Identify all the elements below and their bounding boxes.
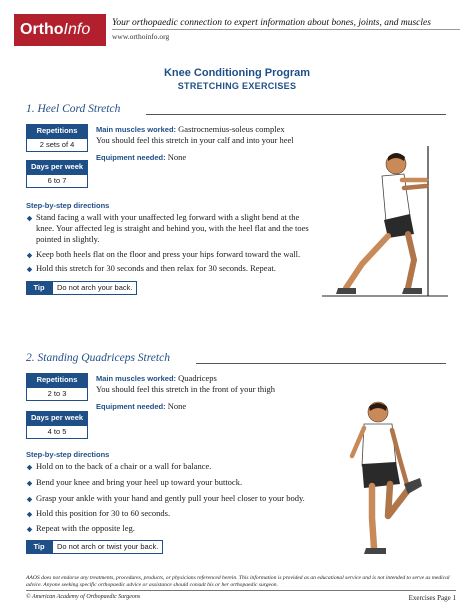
figure-arm-back bbox=[404, 186, 426, 188]
figure-front-shoe bbox=[402, 288, 422, 294]
exercise-2-step-4: Hold this position for 30 to 60 seconds. bbox=[36, 508, 171, 518]
bullet-icon bbox=[27, 216, 32, 221]
figure-back-leg bbox=[346, 236, 388, 288]
figure-shorts bbox=[362, 462, 400, 488]
footer-disclaimer: AAOS does not endorse any treatments, procedures, products, or physicians referenced herein. This information is provided as an educational service and is not intended to serve as medical advice. Anyone seeking specific orthopaedic advice or assistance should consult his or her orthopaedic surgeon. bbox=[26, 575, 450, 588]
heel-cord-stretch-illustration bbox=[322, 142, 448, 302]
exercise-2-tip-text: Do not arch or twist your back. bbox=[52, 540, 163, 554]
footer-page-number: Exercises Page 1 bbox=[408, 594, 456, 602]
exercise-2-muscles-label: Main muscles worked: bbox=[96, 374, 177, 383]
exercise-2-days-value: 4 to 5 bbox=[26, 425, 88, 439]
exercise-2-rule bbox=[196, 363, 446, 364]
exercise-1-equipment bbox=[96, 152, 186, 162]
exercise-1-muscles-value: Gastrocnemius-soleus complex bbox=[178, 124, 285, 134]
header-divider bbox=[112, 29, 460, 30]
bullet-icon bbox=[27, 481, 32, 486]
document-subtitle: STRETCHING EXERCISES bbox=[177, 81, 297, 91]
logo-ortho-text: Ortho bbox=[20, 21, 64, 38]
exercise-2-step-5: Repeat with the opposite leg. bbox=[36, 523, 135, 533]
bullet-icon bbox=[27, 465, 32, 470]
exercise-1-repetitions-label: Repetitions bbox=[26, 124, 88, 138]
exercise-1-equipment-label: Equipment needed: bbox=[96, 153, 166, 162]
figure-left-arm bbox=[352, 428, 364, 456]
bullet-icon bbox=[27, 267, 32, 272]
exercise-2-equipment bbox=[96, 401, 186, 411]
exercise-1-rule bbox=[146, 114, 446, 115]
figure-standing-shoe bbox=[364, 548, 386, 554]
footer-divider bbox=[26, 590, 456, 591]
exercise-1-equipment-value: None bbox=[167, 152, 187, 162]
orthoinfo-logo bbox=[14, 14, 106, 46]
exercise-1-days-value: 6 to 7 bbox=[26, 174, 88, 188]
exercise-1-muscles-label: Main muscles worked: bbox=[96, 125, 177, 134]
figure-back-shoe bbox=[336, 288, 356, 294]
footer-copyright: © American Academy of Orthopaedic Surgeons bbox=[26, 594, 141, 600]
header-website: www.orthoinfo.org bbox=[112, 32, 170, 41]
bullet-icon bbox=[27, 527, 32, 532]
exercise-1-tip-label: Tip bbox=[26, 281, 52, 295]
exercise-1-step-2: Keep both heels flat on the floor and press your hips forward toward the wall. bbox=[36, 249, 301, 259]
exercise-2-repetitions-label: Repetitions bbox=[26, 373, 88, 387]
exercise-1-steps-heading: Step-by-step directions bbox=[26, 201, 110, 210]
exercise-2-step-1: Hold on to the back of a chair or a wall for balance. bbox=[36, 461, 212, 471]
exercise-2-muscles-value: Quadriceps bbox=[178, 373, 217, 383]
bullet-icon bbox=[27, 497, 32, 502]
header-tagline: Your orthopaedic connection to expert information about bones, joints, and muscles bbox=[112, 18, 431, 28]
figure-standing-leg bbox=[372, 486, 374, 548]
document-title: Knee Conditioning Program bbox=[163, 67, 311, 79]
exercise-2-steps-heading: Step-by-step directions bbox=[26, 450, 110, 459]
exercise-1-step-3: Hold this stretch for 30 seconds and then relax for 30 seconds. Repeat. bbox=[36, 263, 276, 273]
exercise-2-muscles bbox=[96, 373, 217, 383]
exercise-1-muscles bbox=[96, 124, 285, 134]
bullet-icon bbox=[27, 512, 32, 517]
exercise-1-days-label: Days per week bbox=[26, 160, 88, 174]
exercise-1-tip-text: Do not arch your back. bbox=[52, 281, 137, 295]
page-header bbox=[14, 8, 460, 52]
exercise-1-repetitions-value: 2 sets of 4 bbox=[26, 138, 88, 152]
exercise-2-step-2: Bend your knee and bring your heel up toward your buttock. bbox=[36, 477, 243, 487]
exercise-2-equipment-value: None bbox=[167, 401, 187, 411]
exercise-2-step-3: Grasp your ankle with your hand and gently pull your heel closer to your body. bbox=[36, 493, 305, 503]
exercise-2-tip-label: Tip bbox=[26, 540, 52, 554]
exercise-2-equipment-label: Equipment needed: bbox=[96, 402, 166, 411]
figure-front-leg bbox=[408, 234, 414, 288]
exercise-2-days-label: Days per week bbox=[26, 411, 88, 425]
figure-bent-leg bbox=[388, 484, 408, 516]
exercise-1-feel-text: You should feel this stretch in your calf and into your heel bbox=[96, 135, 294, 145]
exercise-2-feel-text: You should feel this stretch in the front of your thigh bbox=[96, 384, 276, 394]
logo-info-text: Info bbox=[63, 21, 91, 38]
exercise-1-step-1: Stand facing a wall with your unaffected leg forward with a slight bend at the knee. Your affected leg is straight and behind you, with the heel flat and the toes pointed in slightly. bbox=[36, 212, 309, 244]
exercise-2-heading-text: 2. Standing Quadriceps Stretch bbox=[26, 352, 170, 364]
exercise-2-repetitions-value: 2 to 3 bbox=[26, 387, 88, 401]
exercise-1-heading-text: 1. Heel Cord Stretch bbox=[26, 103, 121, 115]
quadriceps-stretch-illustration bbox=[342, 398, 442, 560]
bullet-icon bbox=[27, 253, 32, 258]
